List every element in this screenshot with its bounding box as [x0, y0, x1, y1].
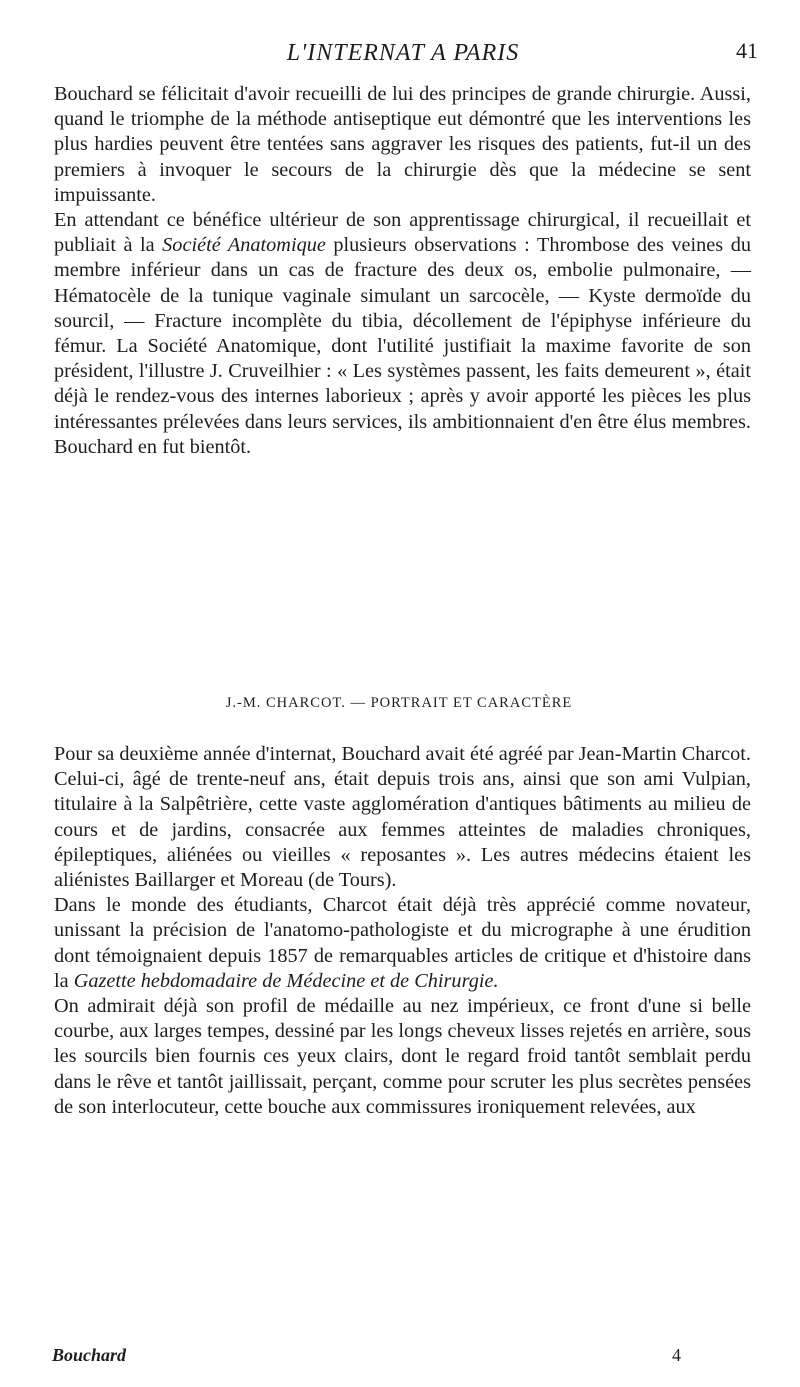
footer-signature-mark: 4 — [672, 1345, 681, 1365]
section-heading: J.-M. CHARCOT. — PORTRAIT ET CARACTÈRE — [225, 695, 573, 711]
italic-journal-title: Gazette hebdomadaire de Médecine et de Chirurgie. — [73, 969, 499, 992]
paragraph — [54, 208, 751, 460]
paragraph-text: Dans le monde des étudiants, Charcot était déjà très apprécié comme novateur, unissant la précision de l'anatomo-pathologiste et du micrographe à une érudition dont témoignaient depuis 1857 de remarquables articles de critique et d'histoire dans la — [54, 894, 751, 992]
paragraph: Pour sa deuxième année d'internat, Bouchard avait été agréé par Jean-Martin Charcot. Celui-ci, âgé de trente-neuf ans, était depuis trois ans, ainsi que son ami Vulpian, titulaire à la Salpêtrière, cette vaste agglomération d'antiques bâtiments au milieu de cours et de jardins, consacrée aux femmes atteintes de maladies chroniques, épileptiques, aliénées ou vieilles « reposantes ». Les autres médecins étaient les aliénistes Baillarger et Moreau (de Tours). — [54, 743, 751, 892]
footer-author: Bouchard — [52, 1345, 127, 1365]
italic-term: Société Anatomique — [162, 234, 326, 257]
paragraph — [54, 893, 751, 994]
text-block-2 — [54, 742, 751, 1120]
page-number: 41 — [736, 38, 758, 63]
running-title: L'INTERNAT A PARIS — [286, 40, 520, 66]
text-block-1 — [54, 82, 751, 460]
paragraph: Bouchard se félicitait d'avoir recueilli de lui des principes de grande chirurgie. Aussi, quand le triomphe de la méthode antiseptique eut démontré que les interventions les plus hardies peuvent être tentées sans aggraver les risques des patients, fut-il un des premiers à invoquer le secours de la chirurgie dès que la médecine se sent impuissante. — [54, 83, 751, 206]
paragraph-text: En attendant ce bénéfice ultérieur de son apprentissage chirurgical, il recueillait et publiait à la — [54, 209, 751, 257]
paragraph: On admirait déjà son profil de médaille au nez impérieux, ce front d'une si belle courbe, aux larges tempes, dessiné par les longs cheveux lisses rejetés en arrière, sous les sourcils bien fournis ces yeux clairs, dont le regard froid tantôt semblait perdu dans le rêve et tantôt jaillissait, perçant, comme pour scruter les plus secrètes pensées de son interlocuteur, cette bouche aux commissures ironiquement relevées, aux — [54, 995, 751, 1118]
paragraph-text: plusieurs observations : Thrombose des veines du membre inférieur dans un cas de fracture des deux os, embolie pulmonaire, — Hématocèle de la tunique vaginale simulant un sarcocèle, — Kyste dermoïde du sourcil, — Fracture incomplète du tibia, décollement de l'épiphyse inférieure du fémur. La Société Anatomique, dont l'utilité justifiait la maxime favorite de son président, l'illustre J. Cruveilhier : « Les systèmes passent, les faits demeurent », était déjà le rendez-vous des internes laborieux ; après y avoir apporté les pièces les plus intéressantes prélevées dans leurs services, ils ambitionnaient d'en être élus membres. Bouchard en fut bientôt. — [54, 234, 751, 458]
